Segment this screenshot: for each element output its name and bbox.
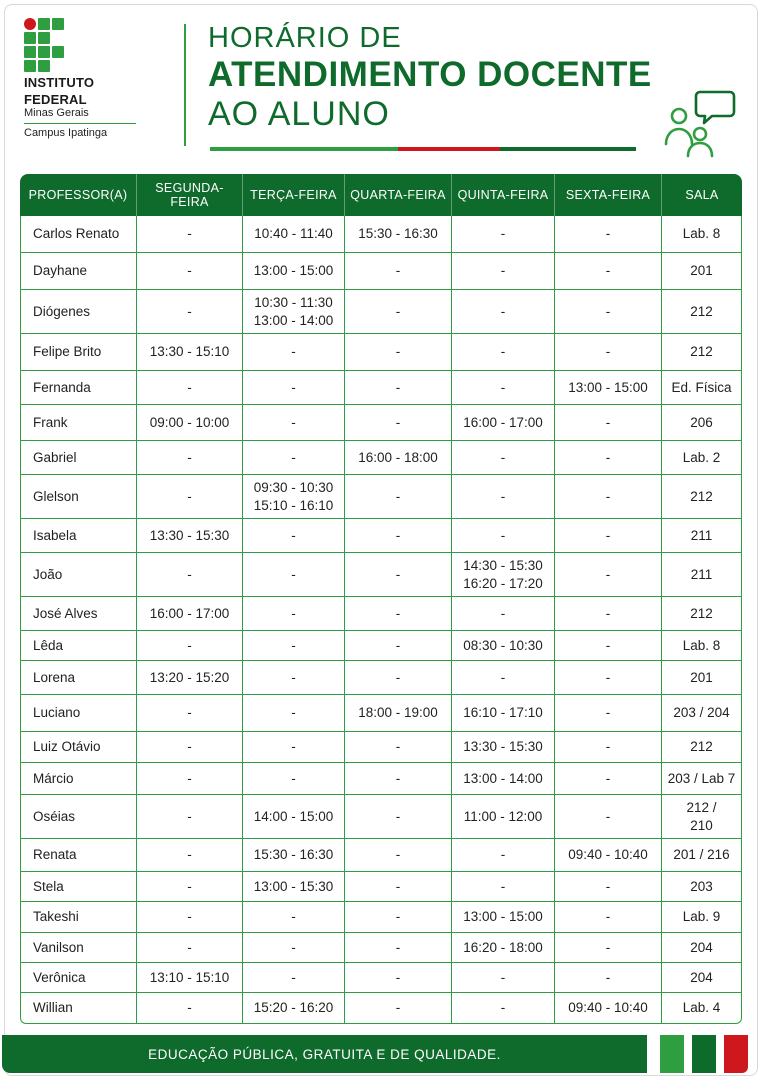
schedule-cell: - [136, 933, 242, 963]
schedule-cell: - [554, 290, 661, 334]
schedule-cell: - [451, 334, 554, 371]
schedule-cell: - [136, 732, 242, 763]
table-row [20, 519, 742, 553]
schedule-cell: 13:00 - 14:00 [451, 763, 554, 795]
table-row [20, 732, 742, 763]
schedule-cell: - [344, 963, 451, 993]
schedule-cell: - [554, 475, 661, 519]
professor-name-cell: Isabela [20, 519, 136, 553]
schedule-cell: - [344, 405, 451, 441]
schedule-cell: - [344, 732, 451, 763]
professor-name-cell: Lêda [20, 631, 136, 661]
schedule-cell: 13:00 - 15:30 [242, 872, 344, 902]
schedule-cell: - [136, 553, 242, 597]
schedule-cell: - [344, 253, 451, 290]
schedule-cell: - [554, 763, 661, 795]
schedule-cell: - [136, 253, 242, 290]
schedule-cell: - [344, 475, 451, 519]
table-row [20, 253, 742, 290]
professor-name-cell: Carlos Renato [20, 216, 136, 253]
room-cell: 201 / 216 [661, 839, 742, 872]
schedule-cell: - [554, 334, 661, 371]
table-row [20, 661, 742, 695]
professor-name-cell: Fernanda [20, 371, 136, 405]
schedule-cell: - [554, 695, 661, 732]
people-chat-icon [660, 88, 736, 158]
schedule-cell: 13:00 - 15:00 [451, 902, 554, 933]
schedule-cell: 10:40 - 11:40 [242, 216, 344, 253]
schedule-cell: 10:30 - 11:30 13:00 - 14:00 [242, 290, 344, 334]
schedule-cell: 13:00 - 15:00 [242, 253, 344, 290]
room-cell: 212 [661, 475, 742, 519]
room-cell: 201 [661, 253, 742, 290]
schedule-cell: - [451, 441, 554, 475]
schedule-cell: - [554, 732, 661, 763]
schedule-cell: 13:20 - 15:20 [136, 661, 242, 695]
schedule-cell: - [242, 519, 344, 553]
table-row [20, 631, 742, 661]
schedule-cell: 16:10 - 17:10 [451, 695, 554, 732]
schedule-cell: - [451, 475, 554, 519]
schedule-cell: - [136, 902, 242, 933]
schedule-table-wrapper [20, 174, 742, 1024]
schedule-cell: - [554, 933, 661, 963]
schedule-cell: 18:00 - 19:00 [344, 695, 451, 732]
schedule-cell: 15:30 - 16:30 [242, 839, 344, 872]
title-line2: ATENDIMENTO DOCENTE [208, 55, 652, 94]
room-cell: Lab. 2 [661, 441, 742, 475]
footer-slogan: EDUCAÇÃO PÚBLICA, GRATUITA E DE QUALIDADE. [148, 1046, 501, 1062]
schedule-cell: - [136, 795, 242, 839]
schedule-cell: 16:00 - 18:00 [344, 441, 451, 475]
logo-divider [24, 123, 136, 124]
professor-name-cell: Takeshi [20, 902, 136, 933]
room-cell: Lab. 8 [661, 216, 742, 253]
schedule-cell: - [242, 933, 344, 963]
professor-name-cell: Frank [20, 405, 136, 441]
table-row [20, 933, 742, 963]
professor-name-cell: Oséias [20, 795, 136, 839]
title-line1: HORÁRIO DE [208, 22, 402, 54]
schedule-cell: - [554, 405, 661, 441]
professor-name-cell: Verônica [20, 963, 136, 993]
schedule-cell: - [242, 631, 344, 661]
column-header: SEGUNDA-FEIRA [136, 174, 242, 216]
room-cell: 201 [661, 661, 742, 695]
room-cell: 206 [661, 405, 742, 441]
schedule-cell: - [344, 993, 451, 1024]
schedule-cell: - [344, 371, 451, 405]
schedule-cell: - [451, 963, 554, 993]
schedule-cell: - [554, 441, 661, 475]
schedule-cell: - [451, 872, 554, 902]
column-header: TERÇA-FEIRA [242, 174, 344, 216]
room-cell: Lab. 9 [661, 902, 742, 933]
professor-name-cell: Luiz Otávio [20, 732, 136, 763]
schedule-cell: 09:30 - 10:30 15:10 - 16:10 [242, 475, 344, 519]
schedule-cell: - [451, 993, 554, 1024]
schedule-cell: - [554, 553, 661, 597]
footer-banner [2, 1035, 647, 1073]
room-cell: Lab. 8 [661, 631, 742, 661]
professor-name-cell: Lorena [20, 661, 136, 695]
logo-state: Minas Gerais [24, 107, 89, 119]
schedule-cell: 16:20 - 18:00 [451, 933, 554, 963]
column-header: QUARTA-FEIRA [344, 174, 451, 216]
professor-name-cell: José Alves [20, 597, 136, 631]
schedule-cell: - [451, 216, 554, 253]
schedule-cell: 14:00 - 15:00 [242, 795, 344, 839]
footer-green-block [660, 1035, 684, 1073]
schedule-cell: 14:30 - 15:30 16:20 - 17:20 [451, 553, 554, 597]
schedule-cell: 09:40 - 10:40 [554, 993, 661, 1024]
schedule-cell: - [242, 405, 344, 441]
page-title [208, 22, 652, 133]
schedule-cell: - [242, 763, 344, 795]
footer-darkgreen-block [692, 1035, 716, 1073]
schedule-cell: - [136, 763, 242, 795]
professor-name-cell: Luciano [20, 695, 136, 732]
schedule-cell: - [242, 732, 344, 763]
column-header: SALA [661, 174, 742, 216]
if-logo-grid-icon [24, 18, 68, 72]
room-cell: Lab. 4 [661, 993, 742, 1024]
schedule-cell: - [344, 872, 451, 902]
schedule-cell: - [242, 695, 344, 732]
table-row [20, 405, 742, 441]
schedule-cell: - [344, 597, 451, 631]
schedule-cell: - [344, 763, 451, 795]
schedule-cell: 13:30 - 15:10 [136, 334, 242, 371]
schedule-cell: 13:30 - 15:30 [451, 732, 554, 763]
schedule-cell: - [242, 902, 344, 933]
schedule-cell: - [136, 290, 242, 334]
room-cell: 211 [661, 519, 742, 553]
table-row [20, 963, 742, 993]
schedule-cell: - [451, 371, 554, 405]
schedule-cell: 15:30 - 16:30 [344, 216, 451, 253]
column-header: QUINTA-FEIRA [451, 174, 554, 216]
room-cell: 212 [661, 290, 742, 334]
professor-name-cell: Dayhane [20, 253, 136, 290]
professor-name-cell: João [20, 553, 136, 597]
schedule-cell: - [554, 963, 661, 993]
table-header-row [20, 174, 742, 216]
schedule-cell: - [554, 216, 661, 253]
schedule-cell: - [451, 519, 554, 553]
schedule-cell: 11:00 - 12:00 [451, 795, 554, 839]
room-cell: 212 [661, 334, 742, 371]
logo-name-line2: FEDERAL [24, 92, 87, 107]
schedule-cell: - [554, 872, 661, 902]
schedule-cell: - [451, 661, 554, 695]
schedule-cell: 16:00 - 17:00 [136, 597, 242, 631]
table-row [20, 371, 742, 405]
professor-name-cell: Diógenes [20, 290, 136, 334]
schedule-cell: - [136, 631, 242, 661]
professor-name-cell: Márcio [20, 763, 136, 795]
schedule-cell: - [242, 441, 344, 475]
schedule-cell: - [344, 902, 451, 933]
schedule-cell: - [554, 902, 661, 933]
schedule-cell: - [242, 371, 344, 405]
column-header: PROFESSOR(A) [20, 174, 136, 216]
schedule-cell: - [344, 631, 451, 661]
room-cell: 212 [661, 732, 742, 763]
schedule-cell: - [554, 631, 661, 661]
schedule-cell: 09:40 - 10:40 [554, 839, 661, 872]
schedule-cell: - [344, 839, 451, 872]
schedule-cell: 13:10 - 15:10 [136, 963, 242, 993]
schedule-cell: - [242, 334, 344, 371]
schedule-cell: - [344, 519, 451, 553]
schedule-cell: - [136, 441, 242, 475]
header-divider [184, 24, 186, 146]
schedule-cell: 13:00 - 15:00 [554, 371, 661, 405]
professor-name-cell: Renata [20, 839, 136, 872]
schedule-cell: 15:20 - 16:20 [242, 993, 344, 1024]
schedule-cell: - [344, 553, 451, 597]
table-row [20, 334, 742, 371]
schedule-cell: - [136, 872, 242, 902]
table-row [20, 763, 742, 795]
table-row [20, 902, 742, 933]
room-cell: 203 / Lab 7 [661, 763, 742, 795]
table-row [20, 993, 742, 1024]
professor-name-cell: Vanilson [20, 933, 136, 963]
professor-name-cell: Glelson [20, 475, 136, 519]
schedule-cell: - [136, 475, 242, 519]
institution-logo [24, 18, 144, 139]
table-row [20, 475, 742, 519]
room-cell: 204 [661, 963, 742, 993]
room-cell: 204 [661, 933, 742, 963]
title-line3: AO ALUNO [208, 95, 390, 133]
schedule-cell: - [242, 661, 344, 695]
table-row [20, 795, 742, 839]
room-cell: 212 / 210 [661, 795, 742, 839]
logo-name-line1: INSTITUTO [24, 75, 95, 90]
table-row [20, 839, 742, 872]
room-cell: Ed. Física [661, 371, 742, 405]
schedule-cell: - [136, 216, 242, 253]
schedule-cell: 16:00 - 17:00 [451, 405, 554, 441]
room-cell: 203 / 204 [661, 695, 742, 732]
schedule-cell: - [136, 993, 242, 1024]
schedule-cell: - [344, 933, 451, 963]
schedule-cell: - [344, 290, 451, 334]
professor-name-cell: Felipe Brito [20, 334, 136, 371]
schedule-cell: - [344, 334, 451, 371]
table-row [20, 553, 742, 597]
table-row [20, 872, 742, 902]
schedule-cell: - [242, 963, 344, 993]
schedule-cell: - [451, 290, 554, 334]
professor-name-cell: Willian [20, 993, 136, 1024]
room-cell: 212 [661, 597, 742, 631]
room-cell: 211 [661, 553, 742, 597]
schedule-cell: - [344, 795, 451, 839]
schedule-cell: - [242, 553, 344, 597]
schedule-cell: - [451, 597, 554, 631]
room-cell: 203 [661, 872, 742, 902]
professor-name-cell: Stela [20, 872, 136, 902]
title-underline [210, 147, 636, 151]
schedule-cell: - [554, 519, 661, 553]
schedule-cell: - [451, 253, 554, 290]
footer-red-block [724, 1035, 748, 1073]
professor-name-cell: Gabriel [20, 441, 136, 475]
column-header: SEXTA-FEIRA [554, 174, 661, 216]
schedule-cell: 08:30 - 10:30 [451, 631, 554, 661]
schedule-cell: - [554, 253, 661, 290]
schedule-cell: - [554, 795, 661, 839]
schedule-cell: - [451, 839, 554, 872]
logo-campus: Campus Ipatinga [24, 127, 108, 139]
schedule-cell: 13:30 - 15:30 [136, 519, 242, 553]
table-row [20, 597, 742, 631]
schedule-cell: - [554, 661, 661, 695]
schedule-cell: 09:00 - 10:00 [136, 405, 242, 441]
schedule-table [20, 174, 742, 1024]
table-row [20, 290, 742, 334]
table-row [20, 441, 742, 475]
schedule-cell: - [554, 597, 661, 631]
schedule-cell: - [344, 661, 451, 695]
schedule-cell: - [136, 695, 242, 732]
table-row [20, 216, 742, 253]
schedule-cell: - [136, 839, 242, 872]
table-row [20, 695, 742, 732]
schedule-cell: - [242, 597, 344, 631]
schedule-cell: - [136, 371, 242, 405]
